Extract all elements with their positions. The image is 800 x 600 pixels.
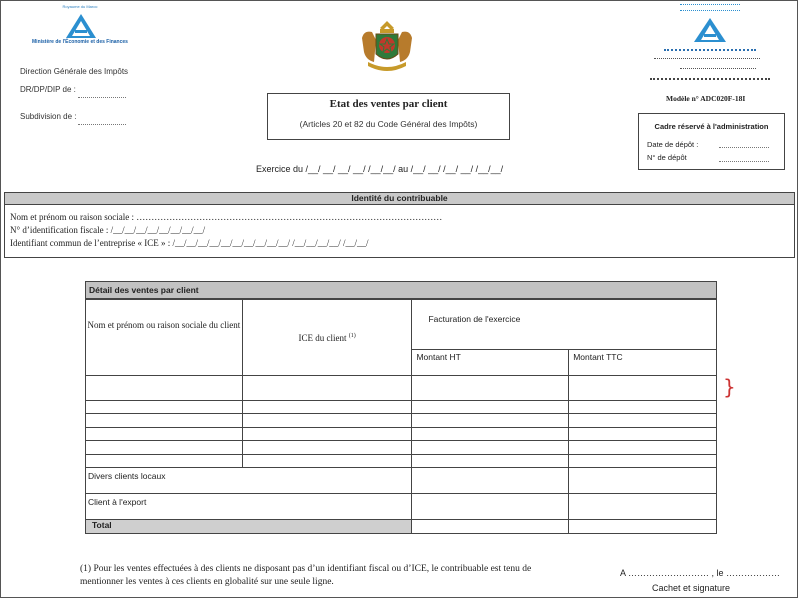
dr-dotted-line	[78, 97, 126, 98]
identity-section	[4, 205, 795, 258]
divers-clients-label: Divers clients locaux	[86, 468, 412, 494]
col-amount-ht: Montant HT	[412, 350, 569, 376]
admin-box-title: Cadre réservé à l'administration	[654, 122, 769, 131]
table-row[interactable]	[86, 401, 717, 414]
ministry-name: Ministère de l'Économie et des Finances	[32, 39, 128, 45]
arabic-text-line	[650, 78, 770, 83]
table-row[interactable]	[86, 428, 717, 441]
deposit-number-field[interactable]	[719, 161, 769, 162]
deposit-number-label: N° de dépôt	[647, 153, 687, 162]
logo-tiny-text: Royaume du Maroc	[62, 4, 98, 9]
identity-section-header: Identité du contribuable	[4, 192, 795, 205]
brace-mark-icon: }	[723, 375, 736, 399]
place-date-field[interactable]: A ……………………… , le ………………	[620, 568, 781, 578]
stamp-signature-label: Cachet et signature	[652, 583, 731, 593]
coat-of-arms-icon	[358, 18, 416, 76]
footnote: (1) Pour les ventes effectuées à des clients ne disposant pas d’un identifiant fiscal ou d’ICE, le contribuable est tenu de mentionner les ventes à ces clients en globalité sur une seule ligne.	[80, 564, 532, 587]
table-row-export[interactable]	[86, 494, 717, 520]
arabic-text-line	[680, 4, 740, 8]
ice-footnote-ref: (1)	[348, 333, 356, 339]
col-client-ice: ICE du client $^{(1)}$	[242, 300, 412, 376]
dr-label: DR/DP/DIP de :	[20, 85, 76, 94]
taxpayer-name-field[interactable]: Nom et prénom ou raison sociale : …………………………………………………………………………………………	[10, 212, 443, 222]
col-client-name: Nom et prénom ou raison sociale du client	[86, 300, 243, 376]
tax-id-field[interactable]: N° d’identification fiscale : /__/__/__/__/__/__/__/__/	[10, 225, 206, 235]
table-row[interactable]	[86, 455, 717, 468]
table-row[interactable]	[86, 376, 717, 401]
export-client-label: Client à l'export	[86, 494, 412, 520]
ice-field[interactable]: Identifiant commun de l’entreprise « ICE » : /__/__/__/__/__/__/__/__/__/__/ /__/__/__/__/ /__/__/	[10, 238, 369, 248]
deposit-date-label: Date de dépôt :	[647, 140, 699, 149]
ministry-emblem-icon	[64, 12, 98, 40]
col-amount-ttc: Montant TTC	[569, 350, 717, 376]
sales-detail-table	[85, 299, 717, 534]
exercice-period[interactable]: Exercice du /__/ __/ __/ __/ /__/__/ au /__/ __/ /__/ __/ /__/__/	[256, 164, 504, 174]
arabic-text-line	[680, 10, 740, 14]
table-row-divers[interactable]	[86, 468, 717, 494]
total-label: Total	[86, 520, 412, 534]
form-title: Etat des ventes par client	[329, 98, 448, 110]
col-invoicing: Facturation de l'exercice	[412, 300, 717, 350]
subdivision-label: Subdivision de :	[20, 112, 77, 121]
ministry-logo	[30, 4, 130, 56]
table-row[interactable]	[86, 414, 717, 428]
form-subtitle: (Articles 20 et 82 du Code Général des Impôts)	[299, 119, 478, 129]
arabic-text-line	[664, 49, 756, 54]
ministry-emblem-icon	[692, 16, 728, 44]
form-title-box	[267, 93, 510, 140]
table-row[interactable]	[86, 441, 717, 455]
arabic-text-line	[680, 68, 756, 72]
table-row-total	[86, 520, 717, 534]
sales-detail-header: Détail des ventes par client	[85, 281, 717, 299]
admin-box	[638, 113, 785, 170]
arabic-text-line	[654, 58, 760, 62]
dgi-label: Direction Générale des Impôts	[20, 67, 129, 76]
deposit-date-field[interactable]	[719, 147, 769, 148]
subdivision-dotted-line	[78, 124, 126, 125]
model-number: Modèle n° ADC020F-18I	[666, 94, 746, 103]
ministry-logo-arabic	[650, 4, 770, 84]
